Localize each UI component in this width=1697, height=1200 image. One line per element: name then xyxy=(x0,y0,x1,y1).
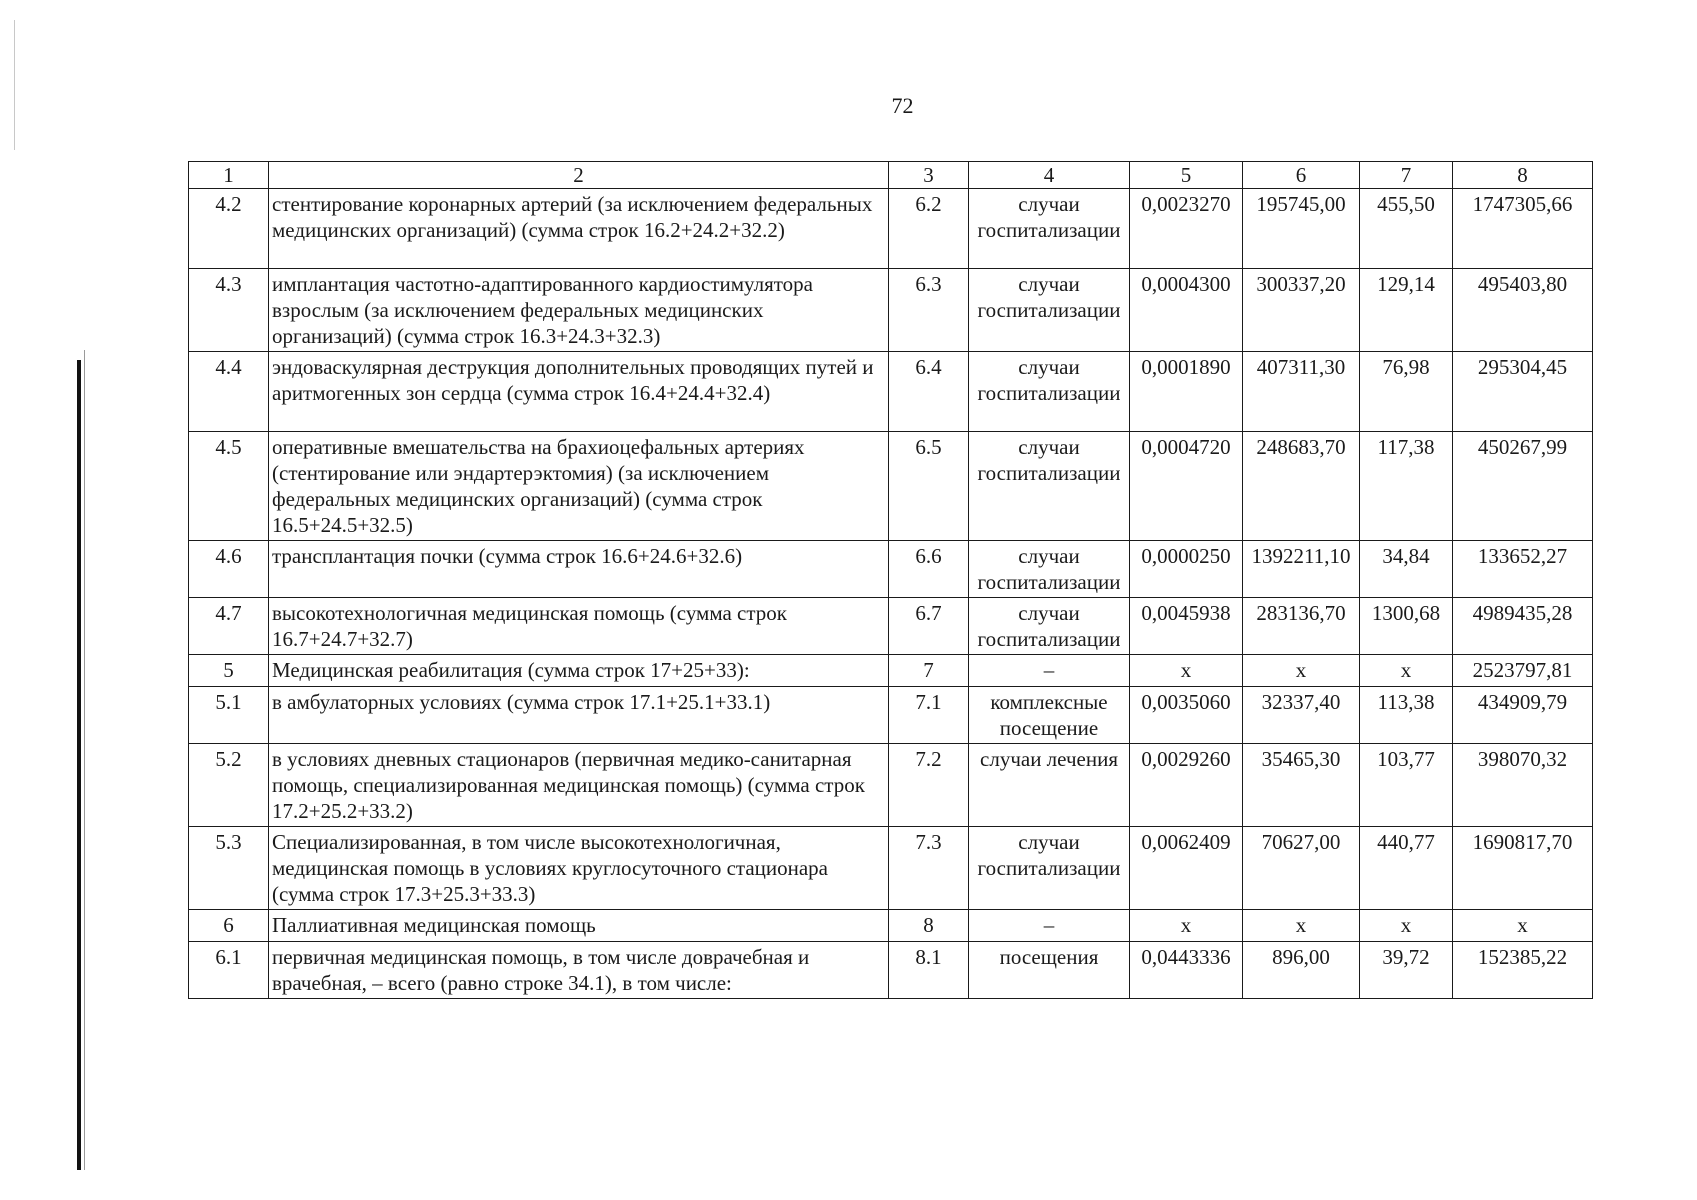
value-cell: 152385,22 xyxy=(1453,942,1593,999)
row-number-cell: 5.3 xyxy=(189,827,269,910)
unit-cell: комплексные посещение xyxy=(969,687,1130,744)
value-cell: 35465,30 xyxy=(1243,744,1360,827)
column-header: 5 xyxy=(1130,162,1243,189)
line-number-cell: 6.2 xyxy=(889,189,969,269)
unit-cell: случаи лечения xyxy=(969,744,1130,827)
value-cell: 117,38 xyxy=(1360,432,1453,541)
row-name-cell: в условиях дневных стационаров (первичная медико-санитарная помощь, специализированная медицинская помощь) (сумма строк 17.2+25.2+33.2) xyxy=(269,744,889,827)
table-row xyxy=(189,541,1593,598)
table-row xyxy=(189,269,1593,352)
value-cell: x xyxy=(1360,910,1453,942)
row-number-cell: 4.4 xyxy=(189,352,269,432)
row-name-cell: высокотехнологичная медицинская помощь (сумма строк 16.7+24.7+32.7) xyxy=(269,598,889,655)
line-number-cell: 6.6 xyxy=(889,541,969,598)
value-cell: 300337,20 xyxy=(1243,269,1360,352)
value-cell: x xyxy=(1453,910,1593,942)
value-cell: 39,72 xyxy=(1360,942,1453,999)
line-number-cell: 7.2 xyxy=(889,744,969,827)
value-cell: 0,0001890 xyxy=(1130,352,1243,432)
value-cell: x xyxy=(1130,910,1243,942)
table-row xyxy=(189,910,1593,942)
row-name-cell: эндоваскулярная деструкция дополнительных проводящих путей и аритмогенных зон сердца (сумма строк 16.4+24.4+32.4) xyxy=(269,352,889,432)
value-cell: 248683,70 xyxy=(1243,432,1360,541)
table-row xyxy=(189,352,1593,432)
value-cell: 70627,00 xyxy=(1243,827,1360,910)
value-cell: 34,84 xyxy=(1360,541,1453,598)
unit-cell: случаи госпитализации xyxy=(969,269,1130,352)
value-cell: 0,0443336 xyxy=(1130,942,1243,999)
line-number-cell: 7 xyxy=(889,655,969,687)
line-number-cell: 8.1 xyxy=(889,942,969,999)
data-table xyxy=(188,161,1593,999)
row-number-cell: 4.5 xyxy=(189,432,269,541)
value-cell: x xyxy=(1243,655,1360,687)
unit-cell: случаи госпитализации xyxy=(969,189,1130,269)
line-number-cell: 7.3 xyxy=(889,827,969,910)
unit-cell: случаи госпитализации xyxy=(969,352,1130,432)
table-row xyxy=(189,655,1593,687)
table-row xyxy=(189,598,1593,655)
value-cell: 0,0000250 xyxy=(1130,541,1243,598)
value-cell: 129,14 xyxy=(1360,269,1453,352)
value-cell: x xyxy=(1360,655,1453,687)
value-cell: 113,38 xyxy=(1360,687,1453,744)
table-row xyxy=(189,189,1593,269)
column-header: 6 xyxy=(1243,162,1360,189)
value-cell: 440,77 xyxy=(1360,827,1453,910)
value-cell: 455,50 xyxy=(1360,189,1453,269)
scan-binding-edge xyxy=(77,360,81,1170)
value-cell: 133652,27 xyxy=(1453,541,1593,598)
value-cell: 195745,00 xyxy=(1243,189,1360,269)
row-name-cell: Специализированная, в том числе высокотехнологичная, медицинская помощь в условиях круглосуточного стационара (сумма строк 17.3+25.3+33.3) xyxy=(269,827,889,910)
table-header-row xyxy=(189,162,1593,189)
value-cell: 76,98 xyxy=(1360,352,1453,432)
line-number-cell: 6.5 xyxy=(889,432,969,541)
value-cell: x xyxy=(1130,655,1243,687)
value-cell: 450267,99 xyxy=(1453,432,1593,541)
value-cell: 0,0062409 xyxy=(1130,827,1243,910)
column-header: 1 xyxy=(189,162,269,189)
value-cell: 295304,45 xyxy=(1453,352,1593,432)
value-cell: x xyxy=(1243,910,1360,942)
value-cell: 0,0004300 xyxy=(1130,269,1243,352)
value-cell: 0,0045938 xyxy=(1130,598,1243,655)
row-name-cell: оперативные вмешательства на брахиоцефальных артериях (стентирование или эндартерэктомия) (за исключением федеральных медицинских организаций) (сумма строк 16.5+24.5+32.5) xyxy=(269,432,889,541)
value-cell: 1690817,70 xyxy=(1453,827,1593,910)
value-cell: 0,0035060 xyxy=(1130,687,1243,744)
table-row xyxy=(189,432,1593,541)
row-name-cell: Паллиативная медицинская помощь xyxy=(269,910,889,942)
row-number-cell: 4.6 xyxy=(189,541,269,598)
column-header: 2 xyxy=(269,162,889,189)
unit-cell: случаи госпитализации xyxy=(969,598,1130,655)
table-row xyxy=(189,744,1593,827)
value-cell: 407311,30 xyxy=(1243,352,1360,432)
line-number-cell: 8 xyxy=(889,910,969,942)
value-cell: 283136,70 xyxy=(1243,598,1360,655)
table-row xyxy=(189,687,1593,744)
line-number-cell: 6.7 xyxy=(889,598,969,655)
value-cell: 0,0029260 xyxy=(1130,744,1243,827)
unit-cell: посещения xyxy=(969,942,1130,999)
scan-margin-mark xyxy=(14,20,15,150)
line-number-cell: 6.3 xyxy=(889,269,969,352)
line-number-cell: 6.4 xyxy=(889,352,969,432)
value-cell: 434909,79 xyxy=(1453,687,1593,744)
value-cell: 896,00 xyxy=(1243,942,1360,999)
line-number-cell: 7.1 xyxy=(889,687,969,744)
value-cell: 2523797,81 xyxy=(1453,655,1593,687)
row-name-cell: стентирование коронарных артерий (за исключением федеральных медицинских организаций) (сумма строк 16.2+24.2+32.2) xyxy=(269,189,889,269)
row-number-cell: 5.2 xyxy=(189,744,269,827)
page-number: 72 xyxy=(891,93,914,118)
column-header: 7 xyxy=(1360,162,1453,189)
row-number-cell: 4.7 xyxy=(189,598,269,655)
row-name-cell: трансплантация почки (сумма строк 16.6+24.6+32.6) xyxy=(269,541,889,598)
row-name-cell: первичная медицинская помощь, в том числе доврачебная и врачебная, – всего (равно строке 34.1), в том числе: xyxy=(269,942,889,999)
table-row xyxy=(189,942,1593,999)
row-number-cell: 4.2 xyxy=(189,189,269,269)
value-cell: 1300,68 xyxy=(1360,598,1453,655)
column-header: 4 xyxy=(969,162,1130,189)
row-name-cell: имплантация частотно-адаптированного кардиостимулятора взрослым (за исключением федеральных медицинских организаций) (сумма строк 16.3+24.3+32.3) xyxy=(269,269,889,352)
value-cell: 495403,80 xyxy=(1453,269,1593,352)
row-name-cell: Медицинская реабилитация (сумма строк 17+25+33): xyxy=(269,655,889,687)
value-cell: 4989435,28 xyxy=(1453,598,1593,655)
unit-cell: случаи госпитализации xyxy=(969,541,1130,598)
row-number-cell: 5.1 xyxy=(189,687,269,744)
unit-cell: – xyxy=(969,910,1130,942)
value-cell: 1747305,66 xyxy=(1453,189,1593,269)
value-cell: 0,0004720 xyxy=(1130,432,1243,541)
scan-binding-edge-shadow xyxy=(84,350,85,1170)
value-cell: 1392211,10 xyxy=(1243,541,1360,598)
unit-cell: случаи госпитализации xyxy=(969,827,1130,910)
column-header: 8 xyxy=(1453,162,1593,189)
table-row xyxy=(189,827,1593,910)
unit-cell: – xyxy=(969,655,1130,687)
value-cell: 398070,32 xyxy=(1453,744,1593,827)
value-cell: 32337,40 xyxy=(1243,687,1360,744)
row-number-cell: 6 xyxy=(189,910,269,942)
row-number-cell: 4.3 xyxy=(189,269,269,352)
unit-cell: случаи госпитализации xyxy=(969,432,1130,541)
row-number-cell: 5 xyxy=(189,655,269,687)
row-number-cell: 6.1 xyxy=(189,942,269,999)
row-name-cell: в амбулаторных условиях (сумма строк 17.1+25.1+33.1) xyxy=(269,687,889,744)
value-cell: 103,77 xyxy=(1360,744,1453,827)
column-header: 3 xyxy=(889,162,969,189)
value-cell: 0,0023270 xyxy=(1130,189,1243,269)
